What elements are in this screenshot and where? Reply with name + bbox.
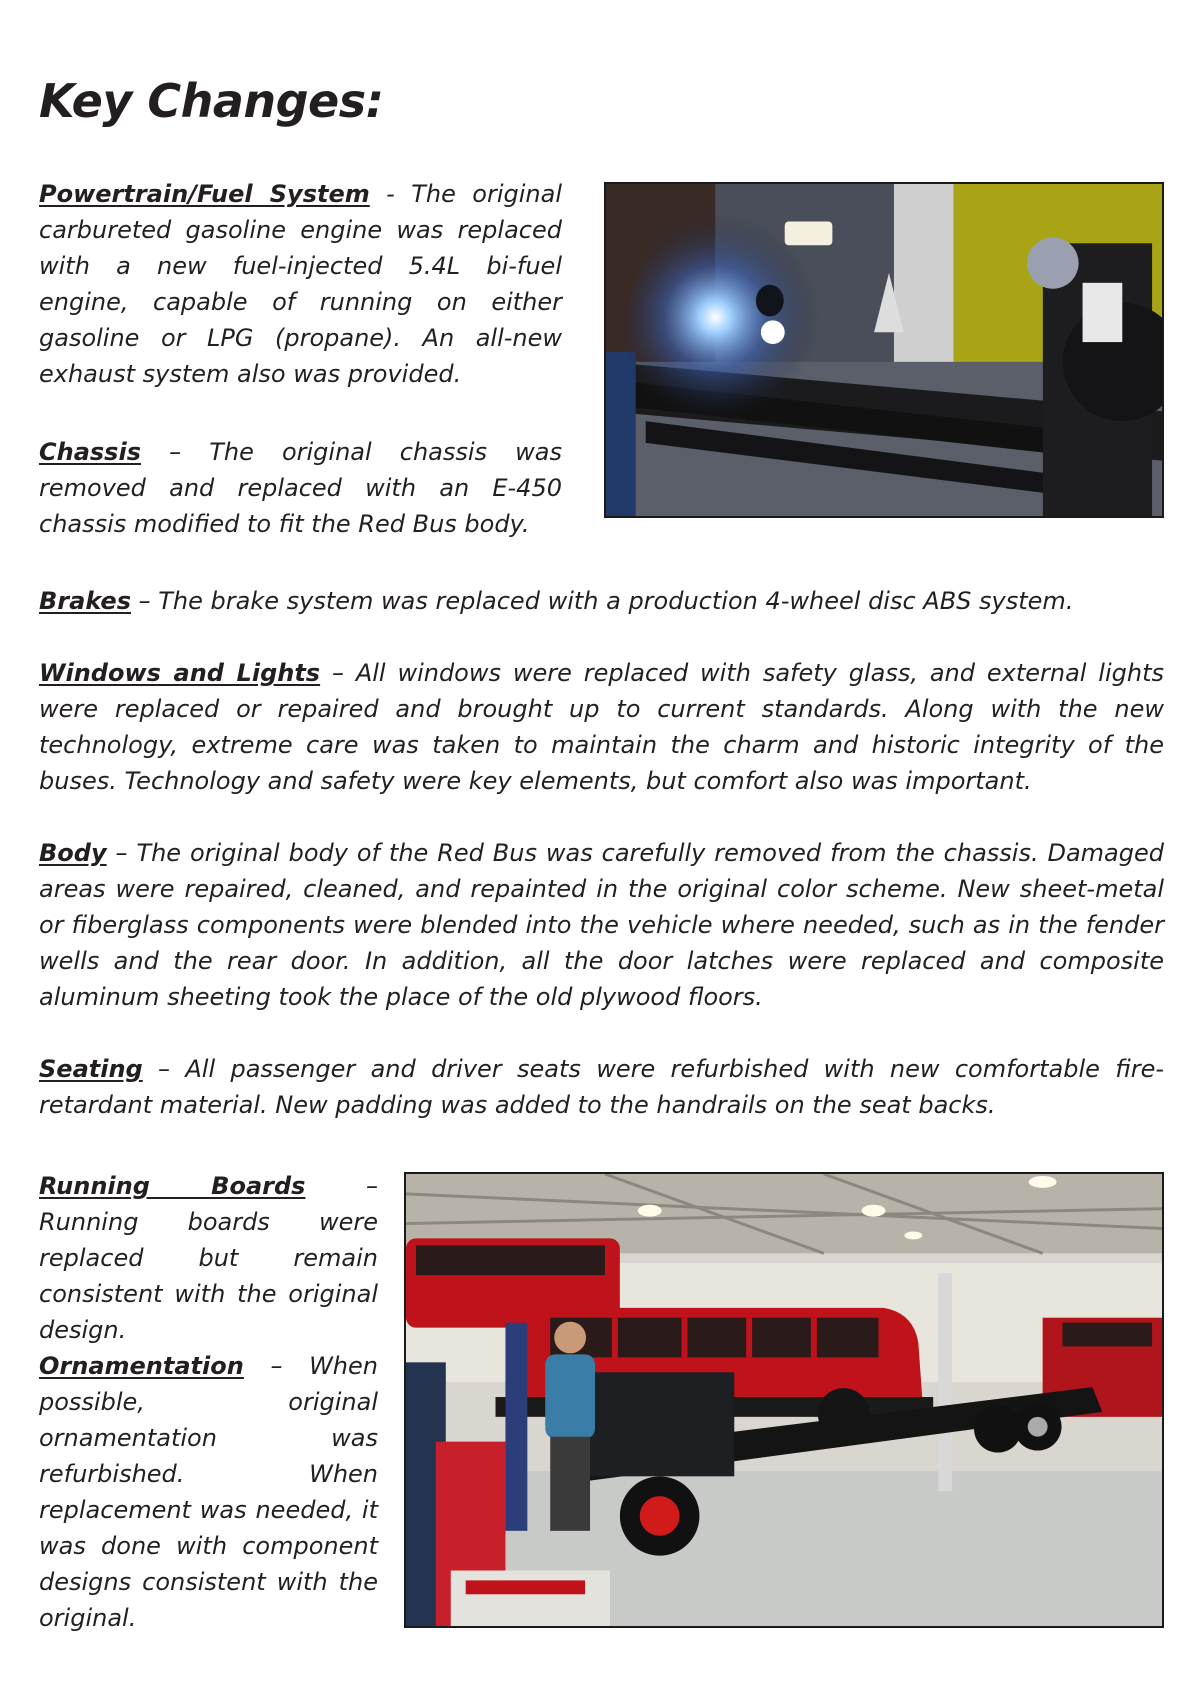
separator: – bbox=[320, 659, 356, 687]
section-running-boards bbox=[39, 1168, 378, 1348]
separator: – bbox=[243, 1352, 310, 1380]
section-brakes bbox=[39, 583, 1164, 619]
heading-running-boards: Running Boards bbox=[39, 1172, 306, 1200]
welding-chassis-photo bbox=[604, 182, 1164, 518]
separator: - bbox=[369, 180, 412, 208]
garage-red-bus-photo bbox=[404, 1172, 1164, 1628]
section-chassis bbox=[39, 434, 562, 542]
section-body bbox=[39, 835, 1164, 1015]
body-body: The original body of the Red Bus was carefully removed from the chassis. Damaged areas were repaired, cleaned, and repainted in the original color scheme. New sheet-metal or fiberglass components were blended into the vehicle where needed, such as in the fender wells and the rear door. In addition, all the door latches were replaced and composite aluminum sheeting took the place of the old plywood floors. bbox=[39, 839, 1164, 1011]
separator: – bbox=[131, 587, 159, 615]
separator: – bbox=[140, 438, 210, 466]
section-ornamentation bbox=[39, 1348, 378, 1636]
separator: – bbox=[142, 1055, 186, 1083]
body-running-boards: Running boards were replaced but remain consistent with the original design. bbox=[39, 1208, 378, 1344]
body-windows-lights: All windows were replaced with safety glass, and external lights were replaced or repaired and brought up to current standards. Along with the new technology, extreme care was taken to maintain the charm and historic integrity of the buses. Technology and safety were key elements, but comfort also was important. bbox=[39, 659, 1165, 795]
heading-ornamentation: Ornamentation bbox=[39, 1352, 244, 1380]
body-chassis: The original chassis was removed and replaced with an E-450 chassis modified to fit the Red Bus body. bbox=[39, 438, 562, 538]
body-seating: All passenger and driver seats were refurbished with new comfortable fire-retardant material. New padding was added to the handrails on the seat backs. bbox=[39, 1055, 1164, 1119]
heading-seating: Seating bbox=[39, 1055, 143, 1083]
separator: – bbox=[106, 839, 137, 867]
heading-brakes: Brakes bbox=[39, 587, 131, 615]
welding-chassis-image bbox=[606, 184, 1162, 516]
section-powertrain bbox=[39, 176, 562, 392]
separator: – bbox=[305, 1172, 378, 1200]
section-seating bbox=[39, 1051, 1164, 1123]
page-title: Key Changes: bbox=[39, 74, 384, 128]
heading-body: Body bbox=[39, 839, 107, 867]
garage-red-bus-image bbox=[406, 1174, 1162, 1626]
heading-windows-lights: Windows and Lights bbox=[39, 659, 321, 687]
body-ornamentation: When possible, original ornamentation was refurbished. When replacement was needed, it was done with component designs consistent with the original. bbox=[39, 1352, 378, 1632]
body-brakes: The brake system was replaced with a production 4-wheel disc ABS system. bbox=[158, 587, 1074, 615]
body-powertrain: The original carbureted gasoline engine was replaced with a new fuel-injected 5.4L bi-fuel engine, capable of running on either gasoline or LPG (propane). An all-new exhaust system also was provided. bbox=[39, 180, 562, 388]
section-windows-lights bbox=[39, 655, 1164, 799]
heading-powertrain: Powertrain/Fuel System bbox=[39, 180, 370, 208]
heading-chassis: Chassis bbox=[39, 438, 141, 466]
